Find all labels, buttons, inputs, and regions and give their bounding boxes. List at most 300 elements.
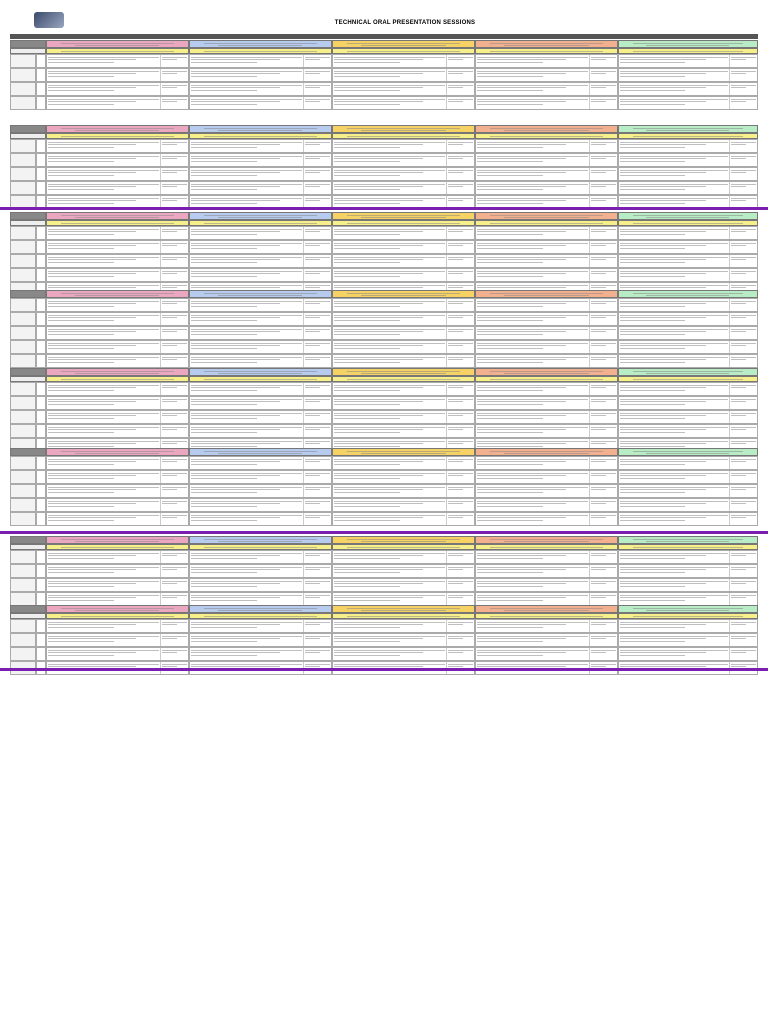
talk-slot[interactable] (475, 68, 618, 82)
talk-slot[interactable] (475, 240, 618, 254)
talk-slot[interactable] (332, 96, 475, 110)
text-line (204, 371, 317, 372)
talk-slot[interactable] (618, 470, 758, 484)
talk-slot[interactable] (475, 298, 618, 312)
talk-slot[interactable] (46, 498, 189, 512)
text-line (305, 581, 330, 582)
talk-slot[interactable] (475, 153, 618, 167)
paper-title (476, 154, 589, 166)
talk-slot[interactable] (475, 633, 618, 647)
talk-slot[interactable] (332, 254, 475, 268)
talk-slot[interactable] (189, 354, 332, 368)
talk-slot[interactable] (618, 54, 758, 68)
session-title-cell (46, 290, 189, 298)
talk-slot[interactable] (189, 410, 332, 424)
talk-slot[interactable] (618, 312, 758, 326)
talk-slot[interactable] (46, 298, 189, 312)
talk-slot[interactable] (189, 633, 332, 647)
talk-slot[interactable] (46, 484, 189, 498)
talk-slot[interactable] (618, 512, 758, 526)
paper-authors (160, 593, 188, 605)
talk-slot[interactable] (46, 68, 189, 82)
talk-slot[interactable] (618, 550, 758, 564)
text-line (305, 156, 330, 157)
talk-slot[interactable] (332, 512, 475, 526)
text-line (305, 650, 330, 651)
text-line (61, 379, 174, 380)
talk-slot[interactable] (332, 153, 475, 167)
talk-slot[interactable] (46, 354, 189, 368)
talk-slot[interactable] (475, 382, 618, 396)
text-line (591, 87, 606, 88)
talk-slot[interactable] (618, 96, 758, 110)
text-line (334, 362, 401, 363)
text-line (477, 317, 566, 318)
text-line (305, 475, 320, 476)
talk-slot[interactable] (46, 647, 189, 661)
talk-slot[interactable] (189, 68, 332, 82)
text-line (347, 128, 460, 129)
text-line (162, 259, 177, 260)
talk-slot[interactable] (189, 153, 332, 167)
talk-slot[interactable] (332, 410, 475, 424)
text-line (620, 461, 707, 462)
talk-slot[interactable] (189, 181, 332, 195)
text-line (620, 276, 685, 277)
talk-slot[interactable] (332, 167, 475, 181)
talk-slot[interactable] (46, 268, 189, 282)
talk-slot[interactable] (618, 382, 758, 396)
paper-authors (589, 97, 617, 109)
talk-slot[interactable] (332, 68, 475, 82)
paper-title (333, 241, 446, 253)
text-line (448, 184, 473, 185)
talk-slot[interactable] (475, 268, 618, 282)
text-line (591, 473, 616, 474)
session-row-left-cell (10, 605, 46, 613)
talk-slot[interactable] (46, 181, 189, 195)
text-line (477, 175, 544, 176)
paper-authors (589, 513, 617, 525)
text-line (633, 215, 744, 216)
talk-slot[interactable] (189, 424, 332, 438)
talk-slot[interactable] (332, 470, 475, 484)
talk-slot[interactable] (332, 498, 475, 512)
paper-title (47, 457, 160, 469)
talk-slot[interactable] (46, 312, 189, 326)
talk-slot[interactable] (46, 470, 189, 484)
text-line (334, 57, 445, 58)
talk-slot[interactable] (46, 396, 189, 410)
talk-row (10, 139, 758, 153)
talk-slot[interactable] (475, 396, 618, 410)
text-line (162, 317, 177, 318)
talk-slot[interactable] (475, 340, 618, 354)
talk-slot[interactable] (46, 254, 189, 268)
text-line (731, 415, 746, 416)
text-line (162, 329, 187, 330)
talk-slot[interactable] (189, 396, 332, 410)
text-line (448, 429, 463, 430)
talk-slot[interactable] (189, 240, 332, 254)
paper-authors (303, 182, 331, 194)
talk-slot[interactable] (332, 82, 475, 96)
talk-slot[interactable] (189, 226, 332, 240)
talk-slot[interactable] (189, 382, 332, 396)
text-line (620, 161, 685, 162)
paper-title (190, 182, 303, 194)
talk-slot[interactable] (332, 226, 475, 240)
text-line (591, 429, 606, 430)
talk-slot[interactable] (475, 498, 618, 512)
talk-slot[interactable] (189, 268, 332, 282)
talk-slot[interactable] (618, 578, 758, 592)
paper-title (476, 355, 589, 367)
text-line (591, 172, 606, 173)
talk-id (36, 396, 46, 410)
text-line (591, 287, 606, 288)
text-line (477, 387, 566, 388)
talk-slot[interactable] (189, 619, 332, 633)
talk-slot[interactable] (475, 410, 618, 424)
talk-slot[interactable] (475, 424, 618, 438)
text-line (48, 276, 115, 277)
talk-slot[interactable] (332, 340, 475, 354)
text-line (48, 144, 137, 145)
talk-slot[interactable] (332, 424, 475, 438)
talk-slot[interactable] (332, 354, 475, 368)
session-title-row (10, 368, 758, 376)
text-line (191, 464, 258, 465)
text-line (731, 664, 756, 665)
talk-slot[interactable] (189, 564, 332, 578)
text-line (334, 583, 423, 584)
text-line (48, 271, 159, 272)
talk-slot[interactable] (618, 340, 758, 354)
talk-slot[interactable] (618, 354, 758, 368)
talk-row (10, 564, 758, 578)
talk-slot[interactable] (475, 312, 618, 326)
text-line (347, 539, 460, 540)
talk-slot[interactable] (189, 82, 332, 96)
text-line (75, 45, 160, 46)
talk-slot[interactable] (332, 54, 475, 68)
text-line (334, 555, 423, 556)
talk-slot[interactable] (618, 633, 758, 647)
talk-slot[interactable] (618, 254, 758, 268)
text-line (334, 147, 401, 148)
talk-slot[interactable] (475, 226, 618, 240)
talk-slot[interactable] (46, 424, 189, 438)
talk-slot[interactable] (332, 633, 475, 647)
text-line (490, 379, 603, 380)
talk-slot[interactable] (332, 484, 475, 498)
talk-slot[interactable] (46, 633, 189, 647)
text-line (646, 610, 729, 611)
text-line (162, 517, 177, 518)
paper-title (333, 327, 446, 339)
talk-slot[interactable] (475, 181, 618, 195)
talk-slot[interactable] (46, 96, 189, 110)
text-line (191, 248, 258, 249)
talk-slot[interactable] (332, 181, 475, 195)
talk-id (36, 240, 46, 254)
text-line (448, 144, 463, 145)
text-line (620, 581, 728, 582)
talk-slot[interactable] (189, 647, 332, 661)
paper-title (47, 182, 160, 194)
talk-slot[interactable] (332, 564, 475, 578)
talk-slot[interactable] (475, 470, 618, 484)
talk-slot[interactable] (618, 268, 758, 282)
paper-title (190, 168, 303, 180)
text-line (620, 399, 728, 400)
talk-slot[interactable] (475, 647, 618, 661)
text-line (191, 85, 302, 86)
paper-authors (303, 457, 331, 469)
talk-slot[interactable] (46, 326, 189, 340)
paper-title (333, 255, 446, 267)
talk-slot[interactable] (475, 354, 618, 368)
talk-slot[interactable] (618, 68, 758, 82)
text-line (191, 243, 302, 244)
text-line (191, 567, 302, 568)
talk-slot[interactable] (189, 298, 332, 312)
talk-slot[interactable] (189, 498, 332, 512)
talk-slot[interactable] (475, 592, 618, 606)
talk-slot[interactable] (46, 153, 189, 167)
paper-title (476, 513, 589, 525)
session-title (619, 291, 757, 292)
talk-slot[interactable] (332, 396, 475, 410)
paper-authors (160, 485, 188, 497)
paper-authors (303, 241, 331, 253)
talk-slot[interactable] (46, 592, 189, 606)
talk-slot[interactable] (618, 167, 758, 181)
talk-slot[interactable] (46, 54, 189, 68)
text-line (591, 259, 606, 260)
talk-slot[interactable] (332, 298, 475, 312)
paper-title (619, 457, 729, 469)
talk-slot[interactable] (332, 240, 475, 254)
text-line (48, 104, 115, 105)
talk-slot[interactable] (332, 592, 475, 606)
text-line (48, 172, 137, 173)
talk-slot[interactable] (475, 96, 618, 110)
talk-slot[interactable] (618, 410, 758, 424)
session-title (476, 449, 617, 450)
talk-slot[interactable] (46, 456, 189, 470)
talk-slot[interactable] (189, 484, 332, 498)
talk-slot[interactable] (332, 326, 475, 340)
talk-slot[interactable] (475, 619, 618, 633)
text-line (48, 259, 137, 260)
talk-slot[interactable] (332, 578, 475, 592)
paper-authors (303, 355, 331, 367)
talk-slot[interactable] (475, 167, 618, 181)
talk-slot[interactable] (475, 578, 618, 592)
text-line (334, 387, 423, 388)
text-line (633, 51, 744, 52)
paper-title (333, 634, 446, 646)
talk-slot[interactable] (189, 326, 332, 340)
talk-slot[interactable] (46, 139, 189, 153)
talk-time (10, 619, 36, 633)
text-line (334, 517, 423, 518)
text-line (334, 553, 445, 554)
talk-slot[interactable] (475, 54, 618, 68)
talk-slot[interactable] (618, 592, 758, 606)
session-title (47, 369, 188, 370)
text-line (48, 622, 159, 623)
talk-slot[interactable] (189, 312, 332, 326)
talk-slot[interactable] (189, 254, 332, 268)
text-line (448, 99, 473, 100)
talk-slot[interactable] (618, 498, 758, 512)
text-line (305, 399, 330, 400)
talk-slot[interactable] (618, 619, 758, 633)
text-line (646, 295, 729, 296)
talk-slot[interactable] (475, 254, 618, 268)
text-line (448, 475, 463, 476)
talk-slot[interactable] (46, 382, 189, 396)
talk-slot[interactable] (475, 564, 618, 578)
text-line (162, 142, 187, 143)
talk-slot[interactable] (46, 410, 189, 424)
talk-slot[interactable] (618, 564, 758, 578)
paper-title (619, 255, 729, 267)
text-line (591, 317, 606, 318)
talk-slot[interactable] (475, 550, 618, 564)
talk-slot[interactable] (332, 647, 475, 661)
text-line (591, 515, 616, 516)
paper-authors (160, 299, 188, 311)
talk-slot[interactable] (189, 54, 332, 68)
talk-slot[interactable] (618, 647, 758, 661)
talk-slot[interactable] (189, 340, 332, 354)
text-line (591, 553, 616, 554)
text-line (334, 186, 423, 187)
talk-slot[interactable] (189, 167, 332, 181)
talk-slot[interactable] (46, 226, 189, 240)
talk-slot[interactable] (475, 456, 618, 470)
paper-title (190, 620, 303, 632)
talk-slot[interactable] (618, 298, 758, 312)
talk-slot[interactable] (189, 550, 332, 564)
paper-authors (303, 140, 331, 152)
text-line (191, 515, 302, 516)
column-header (619, 34, 758, 39)
text-line (75, 373, 160, 374)
talk-slot[interactable] (618, 326, 758, 340)
text-line (591, 664, 616, 665)
text-line (48, 306, 115, 307)
text-line (334, 446, 401, 447)
talk-slot[interactable] (46, 167, 189, 181)
paper-title (476, 397, 589, 409)
talk-slot[interactable] (46, 619, 189, 633)
talk-slot[interactable] (46, 550, 189, 564)
talk-slot[interactable] (618, 82, 758, 96)
text-line (305, 427, 330, 428)
talk-slot[interactable] (189, 139, 332, 153)
talk-slot[interactable] (332, 550, 475, 564)
talk-slot[interactable] (475, 512, 618, 526)
text-line (334, 104, 401, 105)
text-line (620, 441, 728, 442)
paper-authors (446, 97, 474, 109)
talk-slot[interactable] (475, 484, 618, 498)
talk-slot[interactable] (46, 82, 189, 96)
text-line (191, 517, 280, 518)
talk-slot[interactable] (189, 592, 332, 606)
text-line (334, 357, 445, 358)
talk-slot[interactable] (475, 82, 618, 96)
talk-slot[interactable] (475, 326, 618, 340)
talk-slot[interactable] (332, 268, 475, 282)
talk-slot[interactable] (189, 470, 332, 484)
talk-slot[interactable] (332, 456, 475, 470)
talk-slot[interactable] (46, 578, 189, 592)
talk-slot[interactable] (475, 139, 618, 153)
talk-slot[interactable] (46, 340, 189, 354)
paper-title (619, 485, 729, 497)
text-line (191, 553, 302, 554)
talk-slot[interactable] (618, 226, 758, 240)
paper-title (619, 140, 729, 152)
text-line (620, 271, 728, 272)
text-line (731, 229, 756, 230)
paper-authors (729, 341, 757, 353)
talk-slot[interactable] (46, 564, 189, 578)
talk-slot[interactable] (618, 424, 758, 438)
talk-slot[interactable] (332, 619, 475, 633)
talk-slot[interactable] (618, 396, 758, 410)
talk-slot[interactable] (618, 153, 758, 167)
paper-title (619, 269, 729, 281)
talk-slot[interactable] (332, 312, 475, 326)
talk-slot[interactable] (46, 512, 189, 526)
talk-slot[interactable] (46, 240, 189, 254)
text-line (334, 581, 445, 582)
paper-title (476, 565, 589, 577)
paper-authors (589, 485, 617, 497)
paper-authors (446, 341, 474, 353)
text-line (591, 622, 616, 623)
talk-slot[interactable] (189, 578, 332, 592)
talk-slot[interactable] (189, 512, 332, 526)
talk-slot[interactable] (618, 484, 758, 498)
talk-slot[interactable] (189, 96, 332, 110)
text-line (48, 73, 137, 74)
text-line (162, 459, 187, 460)
talk-slot[interactable] (618, 240, 758, 254)
text-line (162, 652, 177, 653)
text-line (191, 101, 280, 102)
text-line (191, 161, 258, 162)
talk-row (10, 82, 758, 96)
text-line (48, 401, 137, 402)
text-line (591, 59, 606, 60)
talk-slot[interactable] (189, 456, 332, 470)
talk-slot[interactable] (618, 456, 758, 470)
paper-title (476, 579, 589, 591)
text-line (620, 558, 685, 559)
talk-slot[interactable] (618, 181, 758, 195)
talk-slot[interactable] (332, 382, 475, 396)
talk-slot[interactable] (332, 139, 475, 153)
talk-slot[interactable] (618, 139, 758, 153)
